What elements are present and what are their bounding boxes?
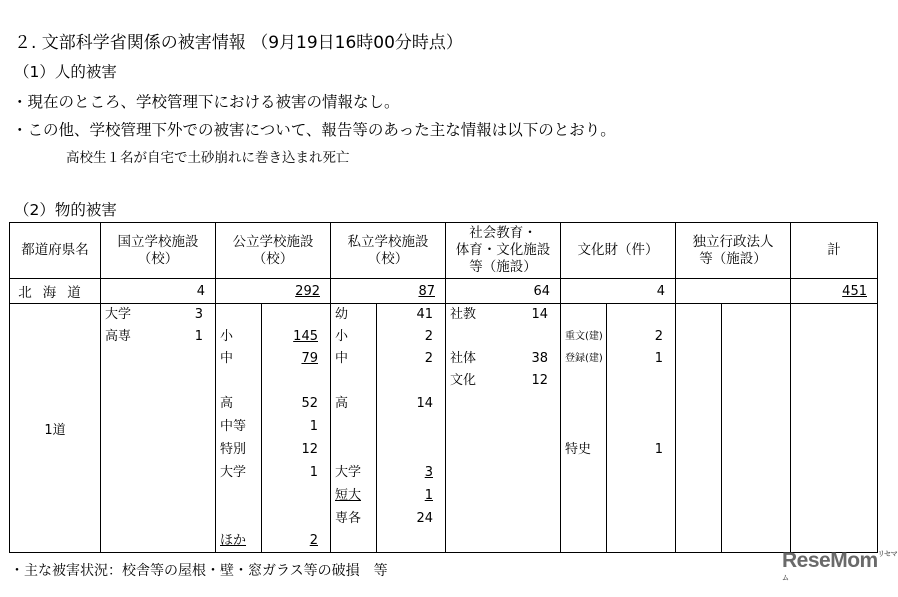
section-property-damage-heading: （2）物的被害 — [14, 201, 117, 219]
table-row-detail — [10, 304, 878, 553]
social-item-label: 社教 — [450, 307, 477, 322]
cultural-item-label: 特史 — [565, 442, 592, 457]
header-prefecture: 都道府県名 — [10, 223, 101, 279]
public-item-value: 52 — [301, 396, 318, 411]
hokkaido-social: 64 — [446, 279, 561, 304]
table-header-row — [10, 223, 878, 279]
cultural-item-value: 1 — [654, 442, 663, 457]
public-item-value: 1 — [309, 419, 318, 434]
social-item-value: 14 — [531, 307, 548, 322]
national-item-label: 高専 — [105, 329, 132, 344]
cultural-inner-divider — [606, 304, 607, 552]
hokkaido-agency — [676, 279, 791, 304]
private-inner-divider — [376, 304, 377, 552]
hokkaido-private: 87 — [331, 279, 446, 304]
resemom-logo: ReseMom$^{リセマム}$ — [782, 549, 898, 582]
social-item-value: 12 — [531, 373, 548, 388]
hokkaido-cultural: 4 — [561, 279, 676, 304]
private-item-value: 24 — [416, 511, 433, 526]
social-item-value: 38 — [531, 351, 548, 366]
public-item-value: 2 — [309, 533, 318, 548]
header-total: 計 — [791, 223, 878, 279]
damage-table — [9, 222, 878, 553]
agency-inner-divider — [721, 304, 722, 552]
hokkaido-national: 4 — [101, 279, 216, 304]
public-item-label: 小 — [220, 329, 234, 344]
detail-private — [331, 304, 446, 553]
header-social: 社会教育・ 体育・文化施設 等（施設） — [446, 223, 561, 279]
private-item-label: 大学 — [335, 465, 362, 480]
cultural-item-value: 1 — [654, 351, 663, 366]
private-item-value: 2 — [424, 351, 433, 366]
public-item-value: 12 — [301, 442, 318, 457]
social-item-label: 文化 — [450, 373, 477, 388]
national-item-value: 1 — [194, 329, 203, 344]
private-item-value: 14 — [416, 396, 433, 411]
private-item-label: 小 — [335, 329, 349, 344]
detail-national — [101, 304, 216, 553]
private-item-value: 3 — [424, 465, 433, 480]
private-item-label: 専各 — [335, 511, 362, 526]
detail-prefecture: 1道 — [10, 304, 101, 553]
public-item-label: 特別 — [220, 442, 247, 457]
detail-cultural — [561, 304, 676, 553]
detail-total — [791, 304, 878, 553]
public-item-value: 1 — [309, 465, 318, 480]
detail-agency — [676, 304, 791, 553]
public-item-label: ほか — [220, 533, 247, 548]
public-inner-divider — [261, 304, 262, 552]
cultural-item-label: 登録(建) — [565, 353, 603, 364]
detail-public — [216, 304, 331, 553]
section-human-damage-heading: （1）人的被害 — [14, 63, 117, 81]
header-public: 公立学校施設 （校） — [216, 223, 331, 279]
header-cultural: 文化財（件） — [561, 223, 676, 279]
header-agency: 独立行政法人 等（施設） — [676, 223, 791, 279]
public-item-label: 高 — [220, 396, 234, 411]
private-item-label: 幼 — [335, 307, 349, 322]
header-private: 私立学校施設 （校） — [331, 223, 446, 279]
social-item-label: 社体 — [450, 351, 477, 366]
private-item-value: 41 — [416, 307, 433, 322]
hokkaido-name: 北海道 — [10, 279, 101, 304]
private-item-label: 短大 — [335, 488, 362, 503]
public-item-label: 中等 — [220, 419, 247, 434]
header-national: 国立学校施設 （校） — [101, 223, 216, 279]
footer-note: ・主な被害状況：校舎等の屋根・壁・窓ガラス等の破損 等 — [10, 563, 388, 579]
cultural-item-label: 重文(建) — [565, 331, 603, 342]
table-row-hokkaido — [10, 279, 878, 304]
page-title: ２. 文部科学省関係の被害情報 （9月19日16時00分時点） — [14, 33, 463, 53]
private-item-label: 中 — [335, 351, 349, 366]
human-damage-bullet-2: ・この他、学校管理下外での被害について、報告等のあった主な情報は以下のとおり。 — [12, 121, 616, 139]
private-item-label: 高 — [335, 396, 349, 411]
national-item-label: 大学 — [105, 307, 132, 322]
human-damage-bullet-1: ・現在のところ、学校管理下における被害の情報なし。 — [12, 93, 400, 111]
private-item-value: 2 — [424, 329, 433, 344]
detail-social — [446, 304, 561, 553]
hokkaido-total: 451 — [791, 279, 878, 304]
cultural-item-value: 2 — [654, 329, 663, 344]
private-item-value: 1 — [424, 488, 433, 503]
public-item-value: 145 — [293, 329, 318, 344]
human-damage-detail: 高校生１名が自宅で土砂崩れに巻き込まれ死亡 — [66, 150, 350, 166]
public-item-label: 大学 — [220, 465, 247, 480]
national-item-value: 3 — [194, 307, 203, 322]
hokkaido-public: 292 — [216, 279, 331, 304]
public-item-value: 79 — [301, 351, 318, 366]
public-item-label: 中 — [220, 351, 234, 366]
